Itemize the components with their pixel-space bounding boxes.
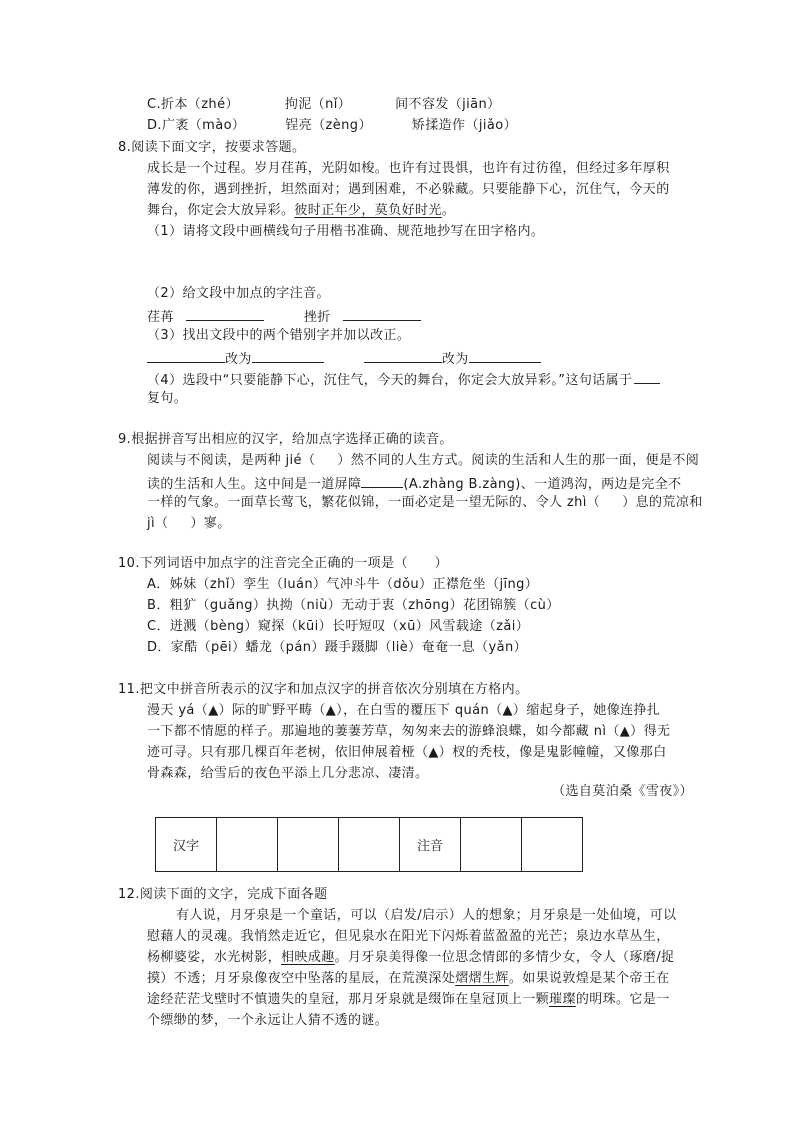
q7-c-item-3: 间不容发（jiān）	[395, 97, 501, 112]
q11-source: （选自莫泊桑《雪夜》）	[552, 784, 693, 799]
q8-sub-3-answers: 改为 改为	[147, 349, 541, 368]
q11-grid-cell-zhuyin-2[interactable]	[522, 818, 583, 872]
q12-line-6: 个缥缈的梦，一个永远让人猜不透的谜。	[147, 1013, 389, 1028]
q11-line-2: 一下都不情愿的样子。那遍地的萋萋芳草，匆匆来去的游蜂浪蝶，如今都藏 nì（▲）得无	[147, 724, 671, 739]
q11-title: 11.把文中拼音所表示的汉字和加点汉字的拼音依次分别填在方格内。	[118, 682, 529, 697]
q10-option-b[interactable]: B．粗犷（guǎng）执拗（niù）无动于衷（zhōng）花团锦簇（cù）	[147, 598, 560, 613]
q8-passage-line-2: 薄发的你，遇到挫折，坦然面对；遇到困难，不必躲藏。只要能静下心，沉住气，今天的	[147, 182, 670, 197]
q8-blank-renran[interactable]	[186, 307, 264, 321]
q8-sub-4-end: 复句。	[147, 391, 188, 406]
q9-title: 9.根据拼音写出相应的汉字，给加点字选择正确的读音。	[118, 432, 453, 447]
q11-grid-label-hanzi: 汉字	[156, 818, 217, 872]
q12-underlined-yiyishenghui: 熠熠生辉	[455, 971, 509, 986]
q8-passage-line-3: 舞台，你定会大放异彩。彼时正年少，莫负好时光。	[147, 203, 456, 218]
q12-line-1: 有人说，月牙泉是一个童话，可以（启发/启示）人的想象；月牙泉是一处仙境，可以	[176, 908, 677, 923]
q10-title: 10.下列词语中加点字的注音完全正确的一项是（ ）	[118, 556, 449, 571]
q9-blank-zhang[interactable]	[361, 474, 403, 488]
q8-passage-line-1: 成长是一个过程。岁月荏苒，光阴如梭。也许有过畏惧，也许有过彷徨，但经过多年厚积	[147, 161, 670, 176]
q11-line-4: 骨森森，给雪后的夜色平添上几分悲凉、凄清。	[147, 766, 429, 781]
q11-grid-label-zhuyin: 注音	[400, 818, 461, 872]
q7-option-c	[147, 97, 501, 113]
q8-sub-4: （4）选段中“只要能静下心，沉住气，今天的舞台，你定会大放异彩。”这句话属于	[147, 370, 660, 389]
q8-sub-2: （2）给文段中加点的字注音。	[147, 286, 330, 301]
q11-grid-cell-hanzi-1[interactable]	[217, 818, 278, 872]
q8-sub-2-answers	[147, 307, 421, 326]
q7-c-item-1: C.折本（zhé）	[147, 97, 239, 112]
q9-line-4: jì（ ）寥。	[147, 516, 231, 531]
q11-answer-grid	[155, 817, 583, 872]
q7-d-item-1: D.广袤（mào）	[147, 118, 246, 133]
q12-title: 12.阅读下面的文字，完成下面各题	[118, 887, 328, 902]
q8-correct-char-1-blank[interactable]	[252, 349, 324, 363]
q11-grid-cell-zhuyin-1[interactable]	[461, 818, 522, 872]
q8-word-cuozhe: 挫折	[303, 310, 331, 325]
q12-line-4: 摸）不透；月牙泉像夜空中坠落的星辰，在荒漠深处熠熠生辉。如果说敦煌是某个帝王在	[147, 971, 670, 986]
q8-correct-char-2-blank[interactable]	[469, 349, 541, 363]
q8-word-renran: 荏苒	[147, 310, 174, 325]
q9-line-3: 一样的气象。一面草长莺飞，繁花似锦，一面必定是一望无际的、令人 zhì（ ）息的荒凉和	[147, 495, 703, 510]
q9-line-1: 阅读与不阅读，是两种 jié（ ）然不同的人生方式。阅读的生活和人生的那一面，便是不阅	[147, 453, 700, 468]
q8-blank-cuozhe[interactable]	[343, 307, 421, 321]
q8-sub-1: （1）请将文段中画横线句子用楷书准确、规范地抄写在田字格内。	[147, 224, 545, 239]
q8-underlined-sentence: 彼时正年少，莫负好时光	[294, 203, 442, 218]
q8-sub-3: （3）找出文段中的两个错别字并加以改正。	[147, 328, 411, 343]
q7-d-item-3: 矫揉造作（jiǎo）	[411, 118, 517, 133]
q12-line-2: 慰藉人的灵魂。我悄然走近它，但见泉水在阳光下闪烁着蓝盈盈的光芒；泉边水草丛生，	[147, 929, 670, 944]
q11-line-3: 迹可寻。只有那几棵百年老树，依旧伸展着桠（▲）杈的秃枝，像是鬼影幢幢，又像那白	[147, 745, 667, 760]
q12-line-3: 杨柳婆娑，水光树影，相映成趣。月牙泉美得像一位思念情郎的多情少女，令人（琢磨/捉	[147, 950, 675, 965]
q12-underlined-xiangyingchengqu: 相映成趣	[281, 950, 335, 965]
q8-wrong-char-1-blank[interactable]	[147, 349, 225, 363]
q8-title: 8.阅读下面文字，按要求答题。	[118, 140, 306, 155]
q7-option-d	[147, 118, 517, 134]
q10-option-a[interactable]: A．姊妹（zhǐ）孪生（luán）气冲斗牛（dǒu）正襟危坐（jīng）	[147, 577, 539, 592]
q7-d-item-2: 锃亮（zèng）	[285, 118, 372, 133]
q7-c-item-2: 拘泥（nǐ）	[284, 97, 352, 112]
q9-line-2: 读的生活和人生。这中间是一道屏障 (A.zhàng B.zàng)、一道鸿沟，两边是完全不	[147, 474, 682, 493]
q10-option-d[interactable]: D．家酷（pēi）蟠龙（pán）蹑手蹑脚（liè）奄奄一息（yǎn）	[147, 640, 528, 655]
q10-option-c[interactable]: C．迸溅（bèng）窥探（kūi）长吁短叹（xū）风雪载途（zǎi）	[147, 619, 530, 634]
q8-sub-4-blank[interactable]	[634, 370, 660, 384]
q12-line-5: 途经茫茫戈壁时不慎遗失的皇冠，那月牙泉就是缀饰在皇冠顶上一颗璀璨的明珠。它是一	[147, 992, 670, 1007]
q11-grid-cell-hanzi-2[interactable]	[278, 818, 339, 872]
q8-wrong-char-2-blank[interactable]	[364, 349, 442, 363]
q11-line-1: 漫天 yá（▲）际的旷野平畴（▲），在白雪的覆压下 quán（▲）缩起身子，她像连挣扎	[147, 703, 661, 718]
q11-grid-cell-hanzi-3[interactable]	[339, 818, 400, 872]
q12-underlined-cuican: 璀璨	[549, 992, 576, 1007]
